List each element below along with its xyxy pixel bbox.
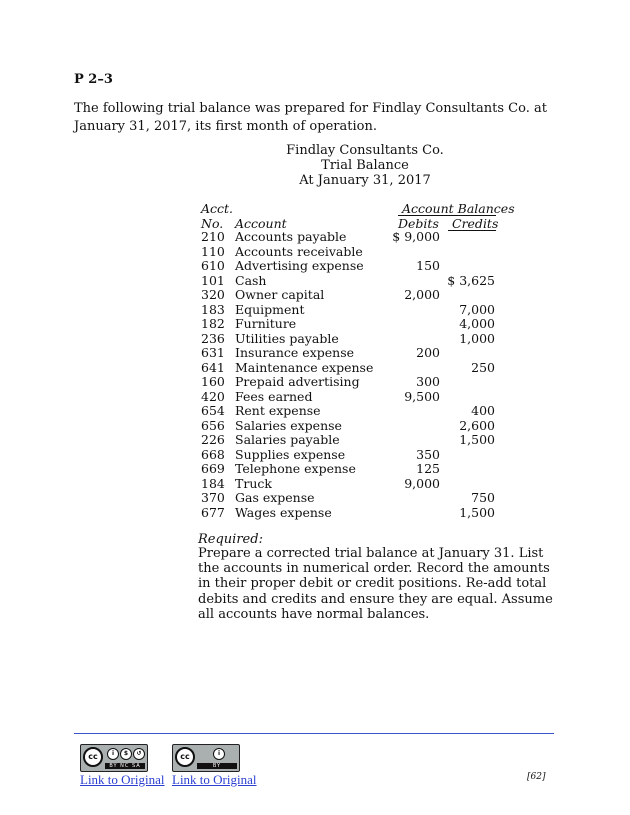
cc-icon: cc <box>83 747 103 767</box>
statement-date: At January 31, 2017 <box>299 173 431 188</box>
table-row: 236 Utilities payable 1,000 <box>201 330 495 346</box>
col-credits-label: Credits <box>452 216 499 231</box>
badge-strip-label: BY NC SA <box>109 763 141 769</box>
table-row: 641 Maintenance expense 250 <box>201 359 495 375</box>
statement-title: Trial Balance <box>321 158 409 173</box>
col-balances-label: Account Balances <box>402 201 515 216</box>
table-row: 184 Truck 9,000 <box>201 475 440 491</box>
required-text: Prepare a corrected trial balance at January 31. List the accounts in numerical order. Record the amounts in their proper debit or credit positions. Re-add total debits and credits and ensure they are equal. Assume all accounts have normal balances. <box>198 546 553 622</box>
page-number: [62] <box>527 772 546 782</box>
table-row: 610 Advertising expense 150 <box>201 258 440 273</box>
sharealike-icon: ↺ <box>133 748 145 760</box>
problem-heading: P 2–3 <box>74 72 113 87</box>
table-row: 654 Rent expense 400 <box>201 403 495 418</box>
table-row: 160 Prepaid advertising 300 <box>201 374 440 389</box>
table-row: 183 Equipment 7,000 <box>201 301 495 317</box>
company-name: Findlay Consultants Co. <box>286 143 444 158</box>
col-debits-label: Debits <box>398 216 439 231</box>
footer-divider <box>74 733 554 734</box>
badge-strip-label: BY <box>212 763 222 769</box>
table-row: 669 Telephone expense 125 <box>201 461 440 476</box>
link-to-original-1[interactable]: Link to Original <box>80 772 165 787</box>
problem-intro: The following trial balance was prepared for Findlay Consultants Co. at January 31, 2017, its first month of operation. <box>74 101 547 134</box>
link-to-original-2[interactable]: Link to Original <box>172 772 257 787</box>
table-row: 656 Salaries expense 2,600 <box>201 417 495 433</box>
table-row: 370 Gas expense 750 <box>201 490 495 505</box>
table-row: 226 Salaries payable 1,500 <box>201 432 495 447</box>
table-row: 182 Furniture 4,000 <box>201 316 495 331</box>
table-row: 101 Cash $ 3,625 <box>201 272 495 288</box>
trial-balance-header <box>240 143 490 188</box>
attribution-icon: i <box>213 748 225 760</box>
col-no-label: No. <box>201 216 224 231</box>
attribution-icon: i <box>107 748 119 760</box>
table-row: 210 Accounts payable $ 9,000 <box>201 229 440 244</box>
cc-by-badge[interactable] <box>172 744 240 772</box>
table-row: 677 Wages expense 1,500 <box>201 504 495 520</box>
col-acct-label: Acct. <box>201 201 234 216</box>
noncommercial-icon: $ <box>120 748 132 760</box>
table-row: 668 Supplies expense 350 <box>201 446 440 462</box>
cc-by-nc-sa-badge[interactable] <box>80 744 148 772</box>
table-row: 631 Insurance expense 200 <box>201 345 440 360</box>
table-row: 320 Owner capital 2,000 <box>201 287 440 302</box>
required-label: Required: <box>198 532 263 547</box>
col-account-label: Account <box>235 216 287 231</box>
cc-icon: cc <box>175 747 195 767</box>
table-row: 110 Accounts receivable <box>201 243 363 259</box>
table-row: 420 Fees earned 9,500 <box>201 388 440 404</box>
